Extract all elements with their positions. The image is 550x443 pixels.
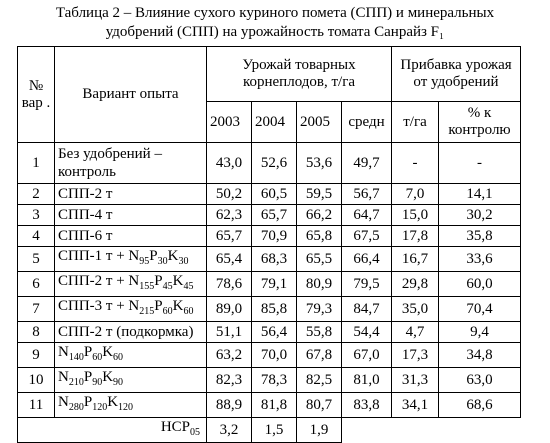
header-year: 2003 (207, 102, 252, 143)
row-increase-pct: 60,0 (439, 272, 521, 297)
table-row (18, 343, 521, 368)
row-2004: 56,4 (252, 322, 297, 343)
row-variant: СПП-4 т (55, 205, 207, 226)
row-2003: 88,9 (207, 393, 252, 418)
row-2005: 53,6 (297, 143, 342, 184)
row-2003: 65,7 (207, 226, 252, 247)
row-2003: 89,0 (207, 297, 252, 322)
row-average: 67,5 (342, 226, 392, 247)
header-variant: Вариант опыта (55, 47, 207, 143)
row-average: 49,7 (342, 143, 392, 184)
row-number: 10 (18, 368, 55, 393)
row-2003: 51,1 (207, 322, 252, 343)
row-increase-pct: 35,8 (439, 226, 521, 247)
row-2005: 79,3 (297, 297, 342, 322)
nsr-empty (392, 418, 439, 443)
header-row-1 (18, 47, 521, 102)
row-2004: 78,3 (252, 368, 297, 393)
row-increase-pct: 34,8 (439, 343, 521, 368)
row-2005: 80,9 (297, 272, 342, 297)
row-variant: $N_{280}P_{120}K_{120}$ (55, 393, 207, 418)
row-2003: 50,2 (207, 184, 252, 205)
row-number: 5 (18, 247, 55, 272)
row-increase-pct: 63,0 (439, 368, 521, 393)
row-increase-pct: 68,6 (439, 393, 521, 418)
row-2003: 43,0 (207, 143, 252, 184)
nsr-empty (342, 418, 392, 443)
row-number: 11 (18, 393, 55, 418)
row-increase-pct: 9,4 (439, 322, 521, 343)
nsr-label: $НСР_{05}$ (18, 418, 207, 443)
table-row (18, 297, 521, 322)
row-2004: 65,7 (252, 205, 297, 226)
row-average: 54,4 (342, 322, 392, 343)
row-2004: 70,9 (252, 226, 297, 247)
row-increase-t: 17,3 (392, 343, 439, 368)
header-inc-t: т/га (392, 102, 439, 143)
row-variant: СПП-2 т (55, 184, 207, 205)
row-variant: $N_{210}P_{90}K_{90}$ (55, 368, 207, 393)
row-2004: 70,0 (252, 343, 297, 368)
row-number: 7 (18, 297, 55, 322)
nsr-2005: 1,9 (297, 418, 342, 443)
row-2005: 66,2 (297, 205, 342, 226)
row-average: 56,7 (342, 184, 392, 205)
header-num: № вар . (18, 47, 55, 143)
nsr-empty (439, 418, 521, 443)
header-average: средн (342, 102, 392, 143)
row-average: 79,5 (342, 272, 392, 297)
row-increase-pct: 14,1 (439, 184, 521, 205)
row-variant: СПП-1 $т + N_{95}P_{30}K_{30}$ (55, 247, 207, 272)
row-increase-t: 15,0 (392, 205, 439, 226)
row-increase-pct: 33,6 (439, 247, 521, 272)
table-row (18, 272, 521, 297)
row-variant: СПП-2 т (подкормка) (55, 322, 207, 343)
header-year: 2005 (297, 102, 342, 143)
row-2005: 59,5 (297, 184, 342, 205)
row-variant: СПП-3 $т + N_{215}P_{60}K_{60}$ (55, 297, 207, 322)
row-number: 1 (18, 143, 55, 184)
row-number: 9 (18, 343, 55, 368)
row-increase-t: 34,1 (392, 393, 439, 418)
caption-line-1: Таблица 2 – Влияние сухого куриного помета (СПП) и минеральных (55, 5, 495, 21)
row-2005: 65,8 (297, 226, 342, 247)
row-2003: 62,3 (207, 205, 252, 226)
row-number: 3 (18, 205, 55, 226)
row-2005: 55,8 (297, 322, 342, 343)
table-caption (0, 4, 550, 42)
table-row (18, 226, 521, 247)
row-increase-t: 16,7 (392, 247, 439, 272)
row-variant: Без удобрений – контроль (55, 143, 207, 184)
row-average: 84,7 (342, 297, 392, 322)
row-increase-t: 31,3 (392, 368, 439, 393)
row-increase-t: 17,8 (392, 226, 439, 247)
row-2005: 80,7 (297, 393, 342, 418)
row-average: 66,4 (342, 247, 392, 272)
row-variant: СПП-6 т (55, 226, 207, 247)
header-yield-group: Урожай товарных корнеплодов, т/га (207, 47, 392, 102)
row-number: 4 (18, 226, 55, 247)
row-increase-t: - (392, 143, 439, 184)
row-2004: 60,5 (252, 184, 297, 205)
nsr-2003: 3,2 (207, 418, 252, 443)
row-2005: 82,5 (297, 368, 342, 393)
table-row (18, 205, 521, 226)
row-average: 64,7 (342, 205, 392, 226)
row-average: 81,0 (342, 368, 392, 393)
row-2005: 67,8 (297, 343, 342, 368)
row-variant: СПП-2 $т + N_{155}P_{45}K_{45}$ (55, 272, 207, 297)
row-2004: 85,8 (252, 297, 297, 322)
row-number: 2 (18, 184, 55, 205)
row-average: 83,8 (342, 393, 392, 418)
row-increase-t: 35,0 (392, 297, 439, 322)
table-row (18, 368, 521, 393)
table-body (18, 143, 521, 418)
table-row (18, 184, 521, 205)
row-average: 67,0 (342, 343, 392, 368)
row-2004: 68,3 (252, 247, 297, 272)
row-variant: $N_{140}P_{60}K_{60}$ (55, 343, 207, 368)
row-2003: 65,4 (207, 247, 252, 272)
nsr-2004: 1,5 (252, 418, 297, 443)
row-increase-t: 29,8 (392, 272, 439, 297)
caption-line-2: удобрений (СПП) на урожайность томата Санрайз F₁ (105, 24, 445, 40)
row-increase-t: 4,7 (392, 322, 439, 343)
row-number: 8 (18, 322, 55, 343)
row-increase-pct: 70,4 (439, 297, 521, 322)
row-2003: 82,3 (207, 368, 252, 393)
table-row (18, 393, 521, 418)
yield-table (17, 46, 521, 443)
nsr-row (18, 418, 521, 443)
row-2004: 52,6 (252, 143, 297, 184)
row-2003: 78,6 (207, 272, 252, 297)
table-row (18, 322, 521, 343)
header-year: 2004 (252, 102, 297, 143)
row-2003: 63,2 (207, 343, 252, 368)
row-increase-t: 7,0 (392, 184, 439, 205)
row-2004: 79,1 (252, 272, 297, 297)
header-increase-group: Прибавка урожая от удобрений (392, 47, 521, 102)
header-inc-pct: % к контролю (439, 102, 521, 143)
table-row (18, 143, 521, 184)
row-2005: 65,5 (297, 247, 342, 272)
row-2004: 81,8 (252, 393, 297, 418)
row-increase-pct: - (439, 143, 521, 184)
row-number: 6 (18, 272, 55, 297)
row-increase-pct: 30,2 (439, 205, 521, 226)
table-row (18, 247, 521, 272)
